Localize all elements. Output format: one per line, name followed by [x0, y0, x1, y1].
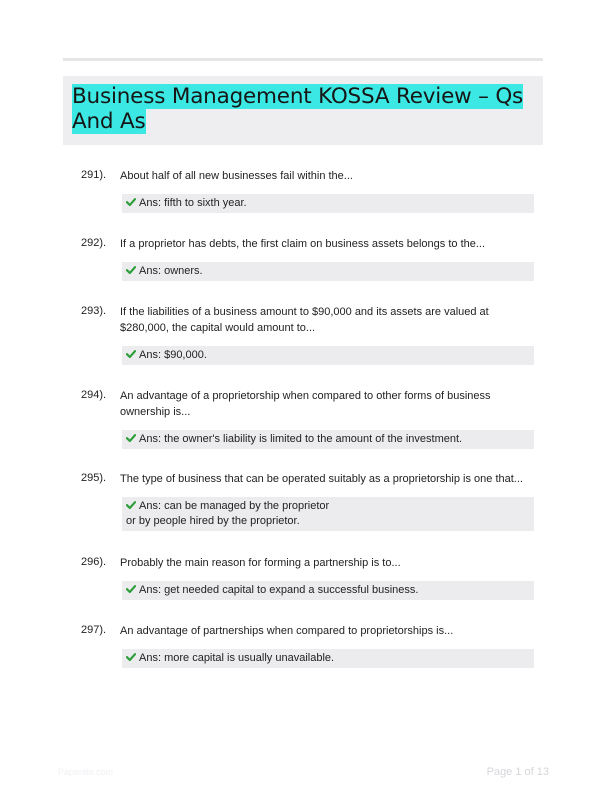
check-icon — [126, 265, 136, 275]
check-icon — [126, 500, 136, 510]
check-icon — [126, 349, 136, 359]
answer-prefix: Ans: — [139, 500, 165, 512]
question-number: 296). — [81, 556, 107, 568]
check-icon — [126, 433, 136, 443]
question-text: An advantage of partnerships when compared to proprietorships is... — [120, 625, 454, 637]
answer-box — [122, 194, 534, 213]
answer-text: the owner's liability is limited to the amount of the investment. — [164, 433, 463, 445]
page-indicator: Page 1 of 13 — [486, 766, 549, 778]
answer-box — [122, 430, 534, 449]
answer-box — [122, 497, 534, 531]
answer-box — [122, 581, 534, 600]
question-text: The type of business that can be operated suitably as a proprietorship is one that... — [120, 473, 523, 485]
answer-prefix: Ans: — [139, 433, 165, 445]
question-text: If the liabilities of a business amount to $90,000 and its assets are valued at $280,000, the capital would amount to... — [120, 306, 489, 334]
answer-text: fifth to sixth year. — [164, 197, 247, 209]
answer-prefix: Ans: — [139, 349, 165, 361]
question-number: 291). — [81, 169, 107, 181]
answer-text: owners. — [164, 265, 203, 277]
check-icon — [126, 584, 136, 594]
answer-text: $90,000. — [164, 349, 207, 361]
check-icon — [126, 652, 136, 662]
answer-text: get needed capital to expand a successful business. — [164, 584, 419, 596]
answer-box — [122, 649, 534, 668]
footer-watermark: Paperlibr.com — [58, 767, 114, 777]
question-text: An advantage of a proprietorship when compared to other forms of business ownership is... — [120, 390, 491, 418]
question-number: 292). — [81, 237, 107, 249]
answer-prefix: Ans: — [139, 197, 165, 209]
question-text: If a proprietor has debts, the first claim on business assets belongs to the... — [120, 238, 486, 250]
check-icon — [126, 197, 136, 207]
answer-text: can be managed by the proprietor — [164, 500, 330, 512]
answer-box — [122, 262, 534, 281]
answer-text-continued: or by people hired by the proprietor. — [126, 515, 300, 527]
answer-box — [122, 346, 534, 365]
answer-prefix: Ans: — [139, 652, 165, 664]
top-divider — [63, 58, 543, 61]
title-box — [63, 76, 543, 145]
answer-prefix: Ans: — [139, 265, 165, 277]
question-number: 297). — [81, 624, 107, 636]
question-text: Probably the main reason for forming a partnership is to... — [120, 557, 401, 569]
answer-prefix: Ans: — [139, 584, 165, 596]
question-text: About half of all new businesses fail within the... — [120, 170, 353, 182]
answer-text: more capital is usually unavailable. — [164, 652, 335, 664]
question-number: 293). — [81, 305, 107, 317]
question-number: 294). — [81, 389, 107, 401]
page-title: Business Management KOSSA Review – Qs And As — [72, 84, 524, 134]
question-number: 295). — [81, 472, 107, 484]
